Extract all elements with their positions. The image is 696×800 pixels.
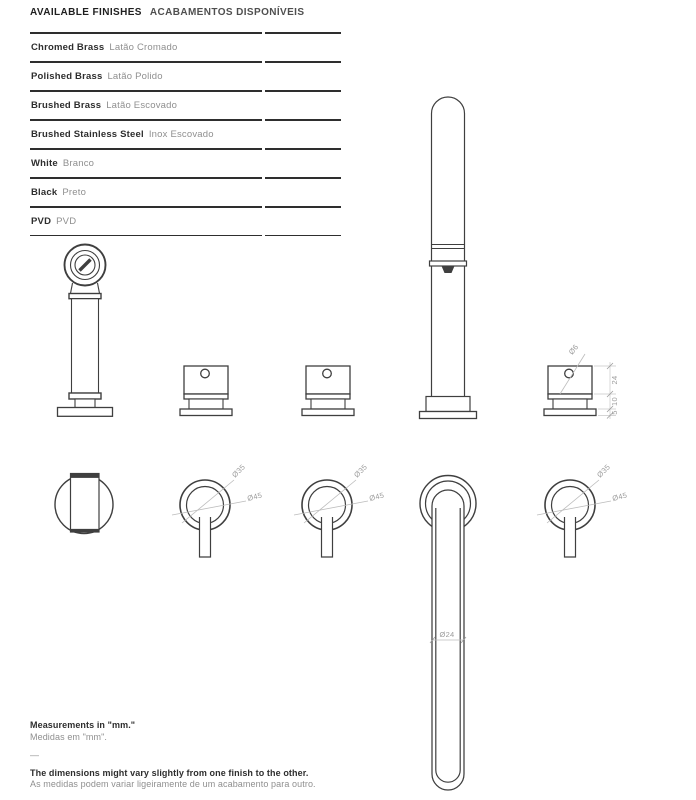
finish-name-en: Brushed Brass [31,99,102,111]
finish-name-pt: Preto [62,186,87,198]
finish-name-pt: Branco [62,157,95,169]
note-variance-pt: As medidas podem variar ligeiramente de um acabamento para outro. [30,779,316,789]
finish-name-pt: Latão Polido [107,70,163,82]
finish-name-en: Black [31,186,58,198]
finish-name-pt: Inox Escovado [148,128,214,140]
handle-side-view-left [180,366,232,416]
dim-flange-height: 5 [610,410,619,415]
dim-handle-inner-diameter: Ø35 [595,462,613,480]
finish-name-pt: PVD [56,215,77,227]
finish-name-en: Brushed Stainless Steel [31,128,144,140]
control-column-top-view [55,474,113,534]
handle-top-view-left [172,462,263,557]
page-title-pt: ACABAMENTOS DISPONÍVEIS [149,7,305,18]
dim-handle-outer-diameter: Ø45 [368,490,386,503]
footer-notes [30,720,316,791]
base-flange [420,412,477,419]
spout-top-view [420,476,476,791]
note-divider: — [30,750,40,760]
handle-side-view-dimensioned [544,366,596,416]
spout-collar [430,261,467,266]
note-variance-en: The dimensions might vary slightly from one finish to the other. [30,767,309,778]
dim-handle-outer-diameter: Ø45 [611,490,629,503]
handle-top-view-right [537,462,628,557]
finish-name-pt: Latão Cromado [109,41,178,53]
finish-name-en: Polished Brass [31,70,103,82]
handle-side-view-middle [302,366,354,416]
control-column-side-view [58,245,113,417]
finish-name-en: PVD [31,215,52,227]
page-title-en: AVAILABLE FINISHES [30,7,142,18]
dim-spout-diameter: Ø24 [439,630,455,639]
dim-handle-inner-diameter: Ø35 [352,462,370,480]
note-measurements-pt: Medidas em "mm". [30,731,108,742]
finish-name-en: Chromed Brass [31,41,105,53]
dim-base-height: 10 [610,397,619,406]
spout-side-view [420,97,477,419]
finish-name-pt: Latão Escovado [106,99,178,111]
base-flange [58,408,113,417]
dim-handle-outer-diameter: Ø45 [246,490,264,503]
dim-body-height: 24 [610,375,619,385]
column-body [72,299,99,393]
note-measurements-en: Measurements in "mm." [30,720,136,730]
dim-handle-inner-diameter: Ø35 [230,462,248,480]
spout-column [432,97,465,397]
finish-name-en: White [31,157,58,169]
handle-top-view-middle [294,462,385,557]
dim-hole-diameter: Ø6 [566,342,581,357]
